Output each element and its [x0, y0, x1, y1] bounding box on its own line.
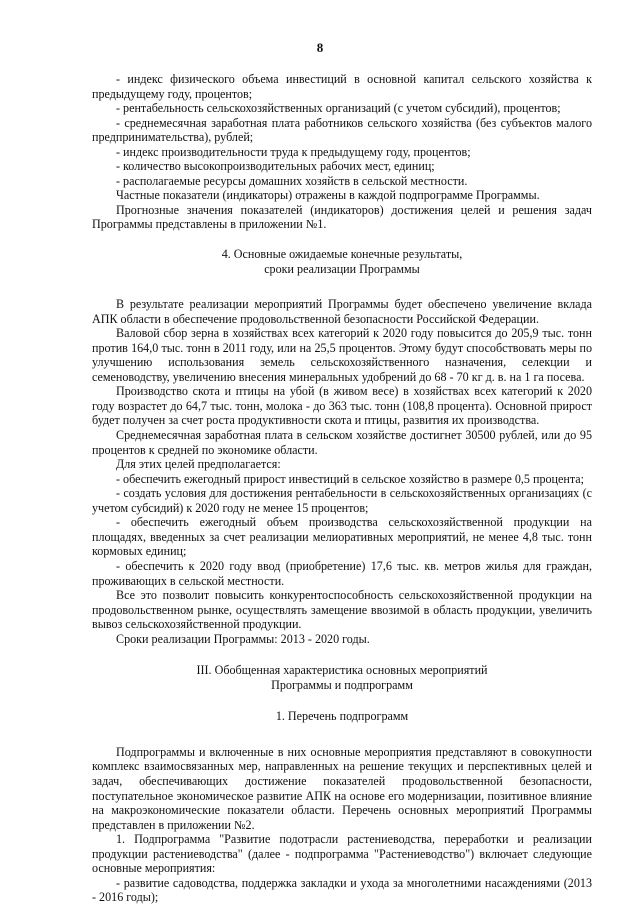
page-body	[92, 72, 592, 905]
paragraph: Валовой сбор зерна в хозяйствах всех категорий к 2020 году повысится до 205,9 тыс. тонн против 164,0 тыс. тонн в 2011 году, или на 25,5 процентов. Этому будут способствовать меры по улучшению использования земель сельскохозяйственного назначения, селекции и семеноводству, увеличению внесения минеральных удобрений до 68 - 70 кг д. в. на 1 га посева.	[92, 326, 592, 384]
paragraph: Среднемесячная заработная плата в сельском хозяйстве достигнет 30500 рублей, или до 95 процентов к средней по экономике области.	[92, 428, 592, 457]
paragraph: Для этих целей предполагается:	[116, 457, 281, 472]
paragraph: Частные показатели (индикаторы) отражены в каждой подпрограмме Программы.	[116, 188, 540, 203]
indicator-item: - индекс физического объема инвестиций в основной капитал сельского хозяйства к предыдущему году, процентов;	[92, 72, 592, 101]
section-4-heading: 4. Основные ожидаемые конечные результаты,	[221, 247, 463, 262]
indicator-item: - количество высокопроизводительных рабочих мест, единиц;	[116, 159, 435, 174]
paragraph: В результате реализации мероприятий Программы будет обеспечено увеличение вклада АПК области в обеспечение продовольственной безопасности Российской Федерации.	[92, 297, 592, 326]
indicator-item: - рентабельность сельскохозяйственных организаций (с учетом субсидий), процентов;	[116, 101, 561, 116]
goal-item: - создать условия для достижения рентабельности в сельскохозяйственных организациях (с учетом субсидий) к 2020 году не менее 15 процентов;	[92, 486, 592, 515]
indicator-item: - располагаемые ресурсы домашних хозяйств в сельской местности.	[116, 173, 468, 188]
goal-item: - обеспечить к 2020 году ввод (приобретение) 17,6 тыс. кв. метров жилья для граждан, проживающих в сельской местности.	[92, 558, 592, 588]
section-3-heading: III. Обобщенная характеристика основных мероприятий	[196, 663, 488, 678]
section-3-heading-line2: Программы и подпрограмм	[271, 677, 413, 692]
page-number: 8	[316, 40, 324, 55]
paragraph: Производство скота и птицы на убой (в живом весе) в хозяйствах всех категорий к 2020 году возрастет до 64,7 тыс. тонн, молока - до 363 тыс. тонн (108,8 процента). Основной прирост будет получен за счет роста продуктивности скота и птицы, развития их производства.	[92, 384, 592, 428]
paragraph: 1. Подпрограмма "Развитие подотрасли растениеводства, переработки и реализации продукции растениеводства" (далее - подпрограмма "Растениеводство") включает следующие основные мероприятия:	[92, 832, 592, 876]
indicator-item: - среднемесячная заработная плата работников сельского хозяйства (без субъектов малого предпринимательства), рублей;	[92, 115, 592, 145]
paragraph: Все это позволит повысить конкурентоспособность сельскохозяйственной продукции на продовольственном рынке, осуществлять замещение ввозимой в область продукции, увеличить вывоз сельскохозяйственной продукции.	[92, 588, 592, 632]
paragraph: Сроки реализации Программы: 2013 - 2020 годы.	[116, 631, 370, 646]
paragraph: Прогнозные значения показателей (индикаторов) достижения целей и решения задач Программы представлены в приложении №1.	[92, 202, 592, 232]
goal-item: - обеспечить ежегодный объем производства сельскохозяйственной продукции на площадях, введенных за счет реализации мелиоративных мероприятий, не менее 4,8 тыс. тонн кормовых единиц;	[92, 515, 592, 559]
paragraph: Подпрограммы и включенные в них основные мероприятия представляют в совокупности комплекс взаимосвязанных мер, направленных на решение текущих и перспективных целей и задач, обеспечивающих достижение показателей продовольственной безопасности, поступательное экономическое развитие АПК на основе его модернизации, позитивное влияние на макроэкономические показатели области. Перечень основных мероприятий Программы представлен в приложении №2.	[92, 744, 592, 832]
subsection-heading: 1. Перечень подпрограмм	[275, 709, 409, 724]
indicator-item: - индекс производительности труда к предыдущему году, процентов;	[116, 144, 471, 159]
section-4-heading-line2: сроки реализации Программы	[264, 261, 420, 276]
measure-item: - развитие садоводства, поддержка закладки и ухода за многолетними насаждениями (2013 - 2016 годы);	[92, 875, 592, 905]
goal-item: - обеспечить ежегодный прирост инвестиций в сельское хозяйство в размере 0,5 процента;	[116, 471, 585, 486]
